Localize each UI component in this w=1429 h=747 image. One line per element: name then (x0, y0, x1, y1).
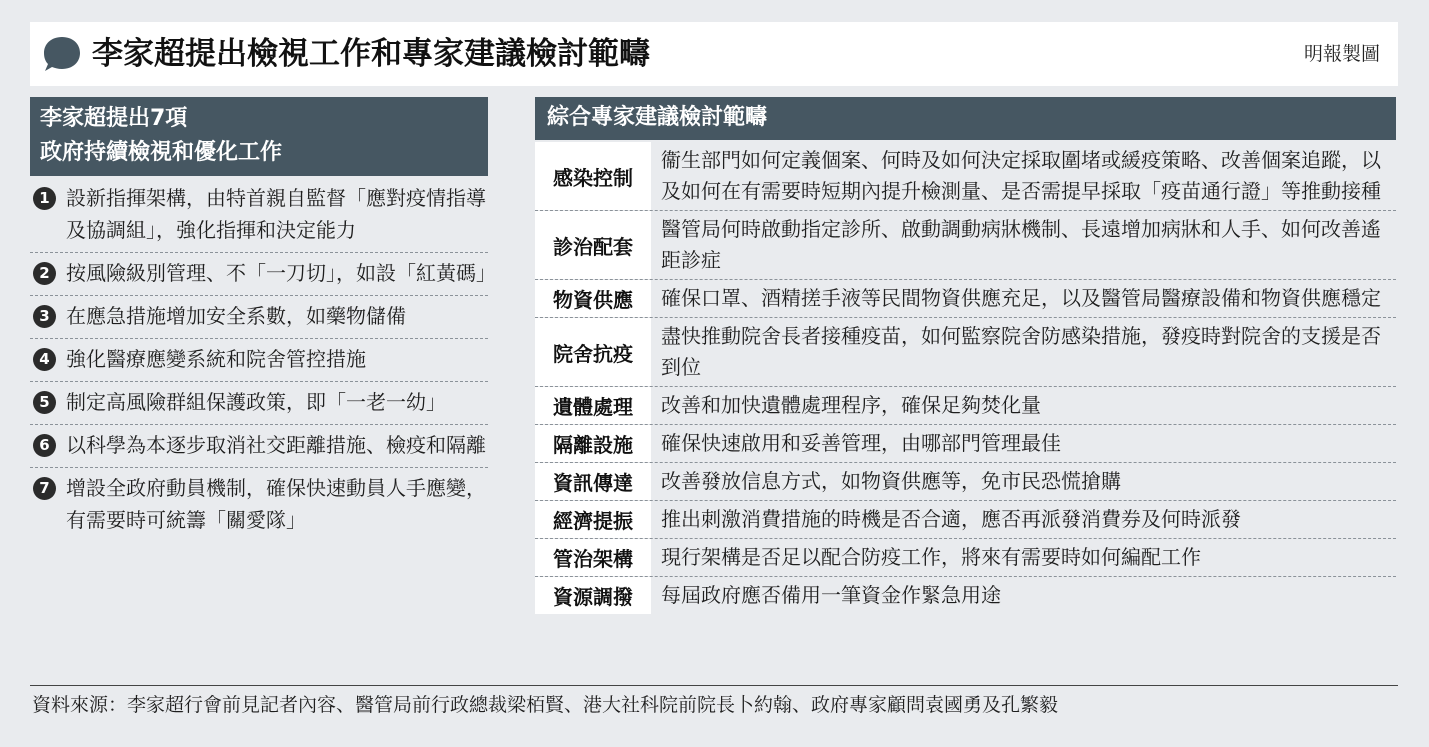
item-text: 以科學為本逐步取消社交距離措施、檢疫和隔離 (66, 433, 486, 457)
item-text: 制定高風險群組保護政策，即「一老一幼」 (66, 390, 446, 414)
list-item (30, 382, 488, 425)
item-text: 增設全政府動員機制，確保快速動員人手應變，有需要時可統籌「關愛隊」 (66, 476, 486, 532)
table-row (535, 387, 1396, 425)
category-cell: 隔離設施 (535, 425, 651, 462)
measures-list (30, 178, 496, 542)
category-cell: 物資供應 (535, 280, 651, 317)
item-number-badge: 7 (33, 477, 56, 500)
list-item (30, 296, 488, 339)
page-title: 李家超提出檢視工作和專家建議檢討範疇 (92, 36, 650, 72)
table-row (535, 211, 1396, 280)
list-item (30, 178, 488, 253)
list-item (30, 468, 488, 542)
description-cell: 改善發放信息方式，如物資供應等，免市民恐慌搶購 (661, 469, 1121, 493)
item-number-badge: 5 (33, 391, 56, 414)
table-row (535, 280, 1396, 318)
item-number-badge: 6 (33, 434, 56, 457)
description-cell: 推出刺激消費措施的時機是否合適，應否再派發消費券及何時派發 (661, 507, 1241, 531)
table-row (535, 539, 1396, 577)
category-cell: 遺體處理 (535, 387, 651, 424)
item-text: 按風險級別管理、不「一刀切」，如設「紅黃碼」 (66, 261, 496, 285)
list-item (30, 425, 488, 468)
description-cell: 盡快推動院舍長者接種疫苗，如何監察院舍防感染措施，發疫時對院舍的支援是否到位 (661, 324, 1381, 379)
table-row (535, 577, 1396, 614)
description-cell: 確保口罩、酒精搓手液等民間物資供應充足，以及醫管局醫療設備和物資供應穩定 (661, 286, 1381, 310)
description-cell: 每屆政府應否備用一筆資金作緊急用途 (661, 583, 1001, 607)
category-cell: 經濟提振 (535, 501, 651, 538)
item-number-badge: 2 (33, 262, 56, 285)
table-row (535, 318, 1396, 387)
description-cell: 衞生部門如何定義個案、何時及如何決定採取圍堵或緩疫策略、改善個案追蹤，以及如何在有需要時短期內提升檢測量、是否需提早採取「疫苗通行證」等推動接種 (661, 148, 1381, 203)
item-number-badge: 4 (33, 348, 56, 371)
category-cell: 管治架構 (535, 539, 651, 576)
item-text: 在應急措施增加安全系數，如藥物儲備 (66, 304, 406, 328)
description-cell: 改善和加快遺體處理程序，確保足夠焚化量 (661, 393, 1041, 417)
list-item (30, 339, 488, 382)
review-scope-table (535, 142, 1396, 614)
category-cell: 資源調撥 (535, 577, 651, 614)
left-heading-line2: 政府持續檢視和優化工作 (40, 140, 283, 165)
description-cell: 醫管局何時啟動指定診所、啟動調動病牀機制、長遠增加病牀和人手、如何改善遙距診症 (661, 217, 1381, 272)
item-number-badge: 1 (33, 187, 56, 210)
table-row (535, 142, 1396, 211)
title-bar (30, 22, 1398, 86)
description-cell: 確保快速啟用和妥善管理，由哪部門管理最佳 (661, 431, 1061, 455)
credit-label: 明報製圖 (1303, 43, 1380, 65)
source-note: 資料來源：李家超行會前見記者內容、醫管局前行政總裁梁栢賢、港大社科院前院長卜約翰、政府專家顧問袁國勇及孔繁毅 (32, 694, 1059, 716)
item-text: 設新指揮架構，由特首親自監督「應對疫情指導及協調組」，強化指揮和決定能力 (66, 186, 486, 242)
item-text: 強化醫療應變系統和院舍管控措施 (66, 347, 366, 371)
left-heading-line1: 李家超提出7項 (40, 106, 188, 131)
category-cell: 診治配套 (535, 211, 651, 279)
list-item (30, 253, 496, 296)
category-cell: 院舍抗疫 (535, 318, 651, 386)
category-cell: 感染控制 (535, 142, 651, 210)
item-number-badge: 3 (33, 305, 56, 328)
category-cell: 資訊傳達 (535, 463, 651, 500)
right-panel-heading (535, 97, 1396, 140)
right-heading-text: 綜合專家建議檢討範疇 (547, 105, 768, 130)
table-row (535, 463, 1396, 501)
speech-bubble-icon (42, 34, 82, 74)
left-panel-heading (30, 97, 488, 176)
footer-divider (30, 685, 1398, 686)
table-row (535, 501, 1396, 539)
description-cell: 現行架構是否足以配合防疫工作，將來有需要時如何編配工作 (661, 545, 1201, 569)
table-row (535, 425, 1396, 463)
